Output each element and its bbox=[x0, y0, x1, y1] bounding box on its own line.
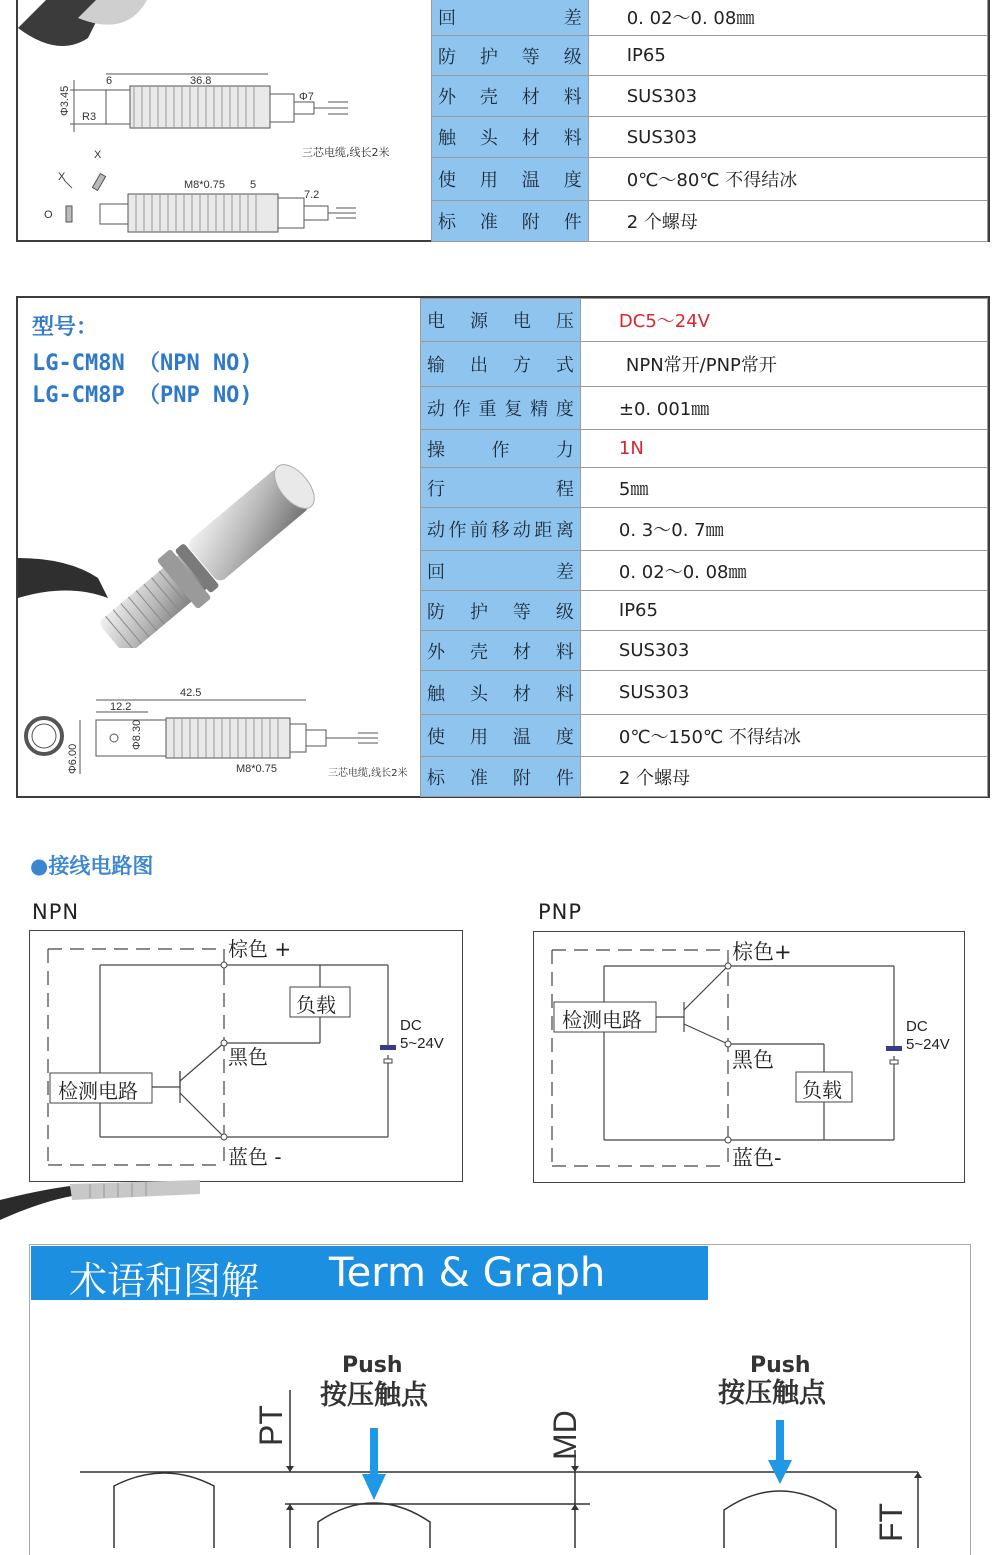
md-label: MD bbox=[547, 1410, 583, 1460]
svg-text:X: X bbox=[94, 149, 102, 161]
spec-row bbox=[421, 342, 988, 387]
svg-text:X: X bbox=[58, 171, 66, 183]
spec-label: 动作前移动距离 bbox=[421, 508, 581, 551]
npn-black-label: 黑色 bbox=[228, 1045, 268, 1069]
pnp-load-label: 负载 bbox=[802, 1078, 842, 1102]
spec-label: 触头材料 bbox=[432, 117, 589, 158]
pnp-detect-label: 检测电路 bbox=[562, 1008, 642, 1032]
model-line-1: LG-CM8N （NPN NO) bbox=[32, 351, 253, 376]
svg-text:三芯电缆,线长2米: 三芯电缆,线长2米 bbox=[302, 146, 390, 159]
spec-row bbox=[432, 158, 988, 201]
svg-text:M8*0.75: M8*0.75 bbox=[236, 763, 277, 775]
pt-label: PT bbox=[253, 1405, 289, 1446]
spec-value: SUS303 bbox=[588, 76, 987, 117]
svg-text:36.8: 36.8 bbox=[190, 75, 212, 87]
spec-label: 电源电压 bbox=[421, 299, 581, 342]
end-view-circle bbox=[26, 718, 62, 754]
spec-row bbox=[432, 201, 988, 242]
push-en-1: Push bbox=[342, 1353, 403, 1378]
spec-label: 防护等级 bbox=[421, 591, 581, 631]
spec-value: 0℃～80℃ 不得结冰 bbox=[588, 158, 987, 201]
spec-row bbox=[421, 551, 988, 591]
term-graph bbox=[0, 1300, 1000, 1548]
term-banner bbox=[31, 1246, 708, 1303]
wiring-section-title: ●接线电路图 bbox=[30, 854, 154, 878]
spec-row bbox=[421, 468, 988, 508]
svg-text:三芯电缆,线长2米: 三芯电缆,线长2米 bbox=[328, 768, 408, 778]
npn-blue-label: 蓝色 - bbox=[228, 1145, 282, 1169]
spec-label: 外壳材料 bbox=[421, 631, 581, 671]
spec-label: 使用温度 bbox=[421, 715, 581, 757]
spec-label: 回差 bbox=[421, 551, 581, 591]
model-heading: 型号： bbox=[32, 315, 99, 340]
sensor-photo bbox=[18, 448, 420, 648]
svg-text:Φ3.45: Φ3.45 bbox=[59, 85, 71, 116]
push-cn-1: 按压触点 bbox=[320, 1380, 428, 1411]
spec-row bbox=[421, 671, 988, 715]
spec-row bbox=[432, 36, 988, 76]
spec-value: SUS303 bbox=[580, 631, 987, 671]
spec-label: 使用温度 bbox=[432, 158, 589, 201]
svg-text:O: O bbox=[44, 209, 53, 221]
spec-label: 回差 bbox=[432, 0, 589, 36]
spec-row bbox=[421, 591, 988, 631]
npn-brown-label: 棕色 + bbox=[228, 937, 292, 961]
npn-detect-label: 检测电路 bbox=[58, 1079, 138, 1103]
spec-value: DC5～24V bbox=[580, 299, 987, 342]
dimension-drawing-2 bbox=[18, 678, 420, 778]
spec-panel-2 bbox=[16, 296, 990, 798]
spec-label: 输出方式 bbox=[421, 342, 581, 387]
push-en-2: Push bbox=[750, 1353, 811, 1378]
svg-text:5: 5 bbox=[250, 179, 257, 191]
spec-label: 标准附件 bbox=[432, 201, 589, 242]
spec-value: 1N bbox=[580, 430, 987, 468]
spec-value: ±0. 001㎜ bbox=[580, 387, 987, 430]
spec-row bbox=[421, 430, 988, 468]
spec-table-2 bbox=[420, 298, 988, 797]
svg-text:M8*0.75: M8*0.75 bbox=[184, 179, 225, 191]
spec-row bbox=[432, 76, 988, 117]
spec-value: 0. 02～0. 08㎜ bbox=[580, 551, 987, 591]
cable-photo-fragment bbox=[0, 1180, 220, 1226]
spec-row bbox=[421, 715, 988, 757]
spec-row bbox=[421, 299, 988, 342]
spec-value: 0. 3～0. 7㎜ bbox=[580, 508, 987, 551]
svg-text:12.2: 12.2 bbox=[110, 701, 132, 713]
spec-value: SUS303 bbox=[580, 671, 987, 715]
spec-row bbox=[421, 757, 988, 797]
pnp-voltage-label: 5~24V bbox=[906, 1036, 950, 1053]
spec-row bbox=[421, 387, 988, 430]
svg-text:6: 6 bbox=[106, 75, 113, 87]
spec-table-1 bbox=[431, 0, 988, 242]
pnp-brown-label: 棕色+ bbox=[732, 940, 792, 964]
spec-label: 行程 bbox=[421, 468, 581, 508]
spec-row bbox=[421, 631, 988, 671]
spec-value: NPN常开/PNP常开 bbox=[580, 342, 987, 387]
svg-text:Φ6.00: Φ6.00 bbox=[67, 743, 79, 774]
spec-label: 防护等级 bbox=[432, 36, 589, 76]
npn-diagram bbox=[29, 930, 463, 1182]
svg-text:Φ7: Φ7 bbox=[299, 91, 314, 103]
spec-value: 0. 02～0. 08㎜ bbox=[588, 0, 987, 36]
spec-label: 操作力 bbox=[421, 430, 581, 468]
npn-load-label: 负载 bbox=[296, 993, 336, 1017]
spec-value: IP65 bbox=[580, 591, 987, 631]
svg-text:Φ8.30: Φ8.30 bbox=[131, 719, 143, 750]
spec-value: IP65 bbox=[588, 36, 987, 76]
spec-row bbox=[432, 117, 988, 158]
spec-value: 0℃～150℃ 不得结冰 bbox=[580, 715, 987, 757]
push-cn-2: 按压触点 bbox=[718, 1378, 826, 1409]
dimension-drawing-1 bbox=[18, 0, 430, 240]
spec-label: 外壳材料 bbox=[432, 76, 589, 117]
spec-value: 2 个螺母 bbox=[580, 757, 987, 797]
term-title-en: Term & Graph bbox=[329, 1250, 606, 1296]
dim-label: 42.5 bbox=[180, 687, 202, 699]
pnp-title: PNP bbox=[538, 900, 583, 924]
spec-value: SUS303 bbox=[588, 117, 987, 158]
pnp-diagram bbox=[533, 931, 965, 1183]
ft-label: FT bbox=[873, 1502, 909, 1542]
pnp-blue-label: 蓝色- bbox=[732, 1146, 782, 1170]
npn-voltage-label: 5~24V bbox=[400, 1035, 444, 1052]
svg-text:R3: R3 bbox=[82, 111, 97, 123]
pnp-dc-label: DC bbox=[906, 1018, 928, 1035]
model-line-2: LG-CM8P （PNP NO) bbox=[32, 383, 253, 408]
npn-dc-label: DC bbox=[400, 1017, 422, 1034]
spec-row bbox=[421, 508, 988, 551]
spec-label: 触头材料 bbox=[421, 671, 581, 715]
npn-title: NPN bbox=[32, 900, 80, 924]
pnp-black-label: 黑色 bbox=[732, 1048, 774, 1072]
spec-value: 5㎜ bbox=[580, 468, 987, 508]
svg-text:7.2: 7.2 bbox=[304, 189, 320, 201]
term-title-cn: 术语和图解 bbox=[69, 1259, 260, 1303]
spec-label: 标准附件 bbox=[421, 757, 581, 797]
spec-row bbox=[432, 0, 988, 36]
spec-label: 动作重复精度 bbox=[421, 387, 581, 430]
spec-panel-1 bbox=[16, 0, 990, 242]
spec-value: 2 个螺母 bbox=[588, 201, 987, 242]
